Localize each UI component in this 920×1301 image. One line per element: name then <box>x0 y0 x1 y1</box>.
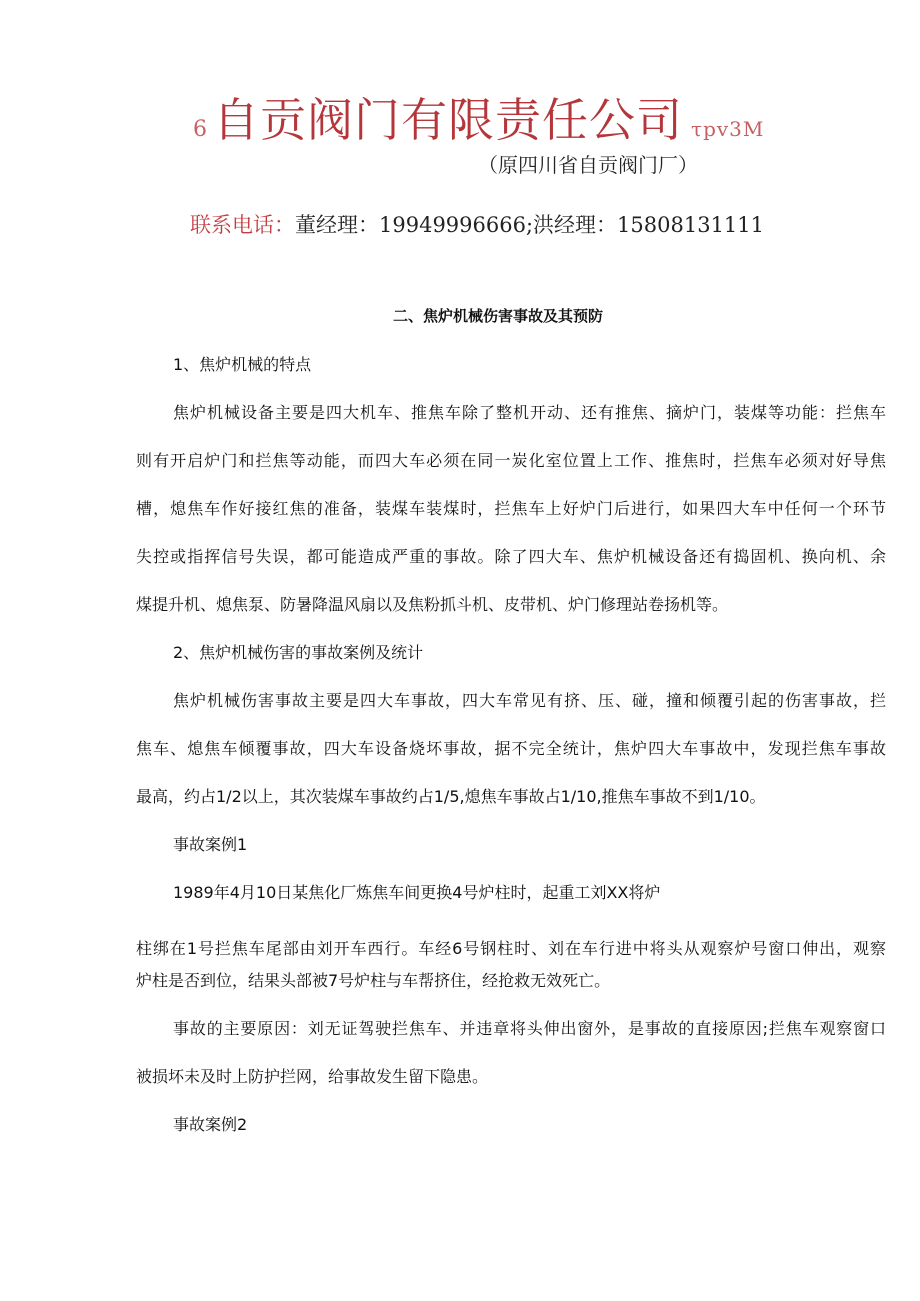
paragraph-line: 焦炉机械伤害事故主要是四大车事故，四大车常见有挤、压、碰，撞和倾覆引起的伤害事故，拦 <box>173 691 886 710</box>
case-heading-1: 事故案例1 <box>173 835 248 854</box>
paragraph-line: 焦炉机械设备主要是四大机车、推焦车除了整机开动、还有推焦、摘炉门，装煤等功能：拦焦车 <box>173 403 886 422</box>
case-heading-2: 事故案例2 <box>173 1115 248 1134</box>
subheading-1: 1、焦炉机械的特点 <box>173 355 312 374</box>
company-header <box>193 93 765 147</box>
paragraph-line: 焦车、熄焦车倾覆事故，四大车设备烧坏事故，据不完全统计，焦炉四大车事故中，发现拦焦车事故 <box>136 739 886 758</box>
company-name: 自贡阀门有限责任公司 <box>213 93 683 147</box>
paragraph-line: 槽，熄焦车作好接红焦的准备，装煤车装煤时，拦焦车上好炉门后进行，如果四大车中任何一个环节 <box>136 499 886 518</box>
paragraph-line: 最高，约占1/2以上，其次装煤车事故约占1/5,熄焦车事故占1/10,推焦车事故不到1/10。 <box>136 787 766 806</box>
contact-label: 联系电话： <box>190 213 295 237</box>
paragraph-line: 煤提升机、熄焦泵、防暑降温风扇以及焦粉抓斗机、皮带机、炉门修理站卷扬机等。 <box>136 595 729 614</box>
header-prefix: 6 <box>193 117 207 142</box>
header-suffix: τpv3M <box>691 117 765 141</box>
paragraph-line: 事故的主要原因：刘无证驾驶拦焦车、并违章将头伸出窗外，是事故的直接原因;拦焦车观察窗口 <box>173 1019 886 1038</box>
paragraph-line: 炉柱是否到位，结果头部被7号炉柱与车帮挤住，经抢救无效死亡。 <box>136 971 611 990</box>
paragraph-line: 被损坏未及时上防护拦网，给事故发生留下隐患。 <box>136 1067 489 1086</box>
subheading-2: 2、焦炉机械伤害的事故案例及统计 <box>173 643 424 662</box>
company-former-name: （原四川省自贡阀门厂） <box>478 153 698 177</box>
contact-phones: 董经理：19949996666;洪经理：15808131111 <box>295 213 765 237</box>
section-title: 二、焦炉机械伤害事故及其预防 <box>393 307 604 325</box>
paragraph-line: 1989年4月10日某焦化厂炼焦车间更换4号炉柱时，起重工刘XX将炉 <box>173 883 661 902</box>
contact-line <box>190 215 764 236</box>
paragraph-line: 柱绑在1号拦焦车尾部由刘开车西行。车经6号钢柱时、刘在车行进中将头从观察炉号窗口伸出，观察 <box>136 939 886 958</box>
paragraph-line: 失控或指挥信号失误，都可能造成严重的事故。除了四大车、焦炉机械设备还有捣固机、换向机、余 <box>136 547 886 566</box>
paragraph-line: 则有开启炉门和拦焦等动能，而四大车必须在同一炭化室位置上工作、推焦时，拦焦车必须对好导焦 <box>136 451 886 470</box>
